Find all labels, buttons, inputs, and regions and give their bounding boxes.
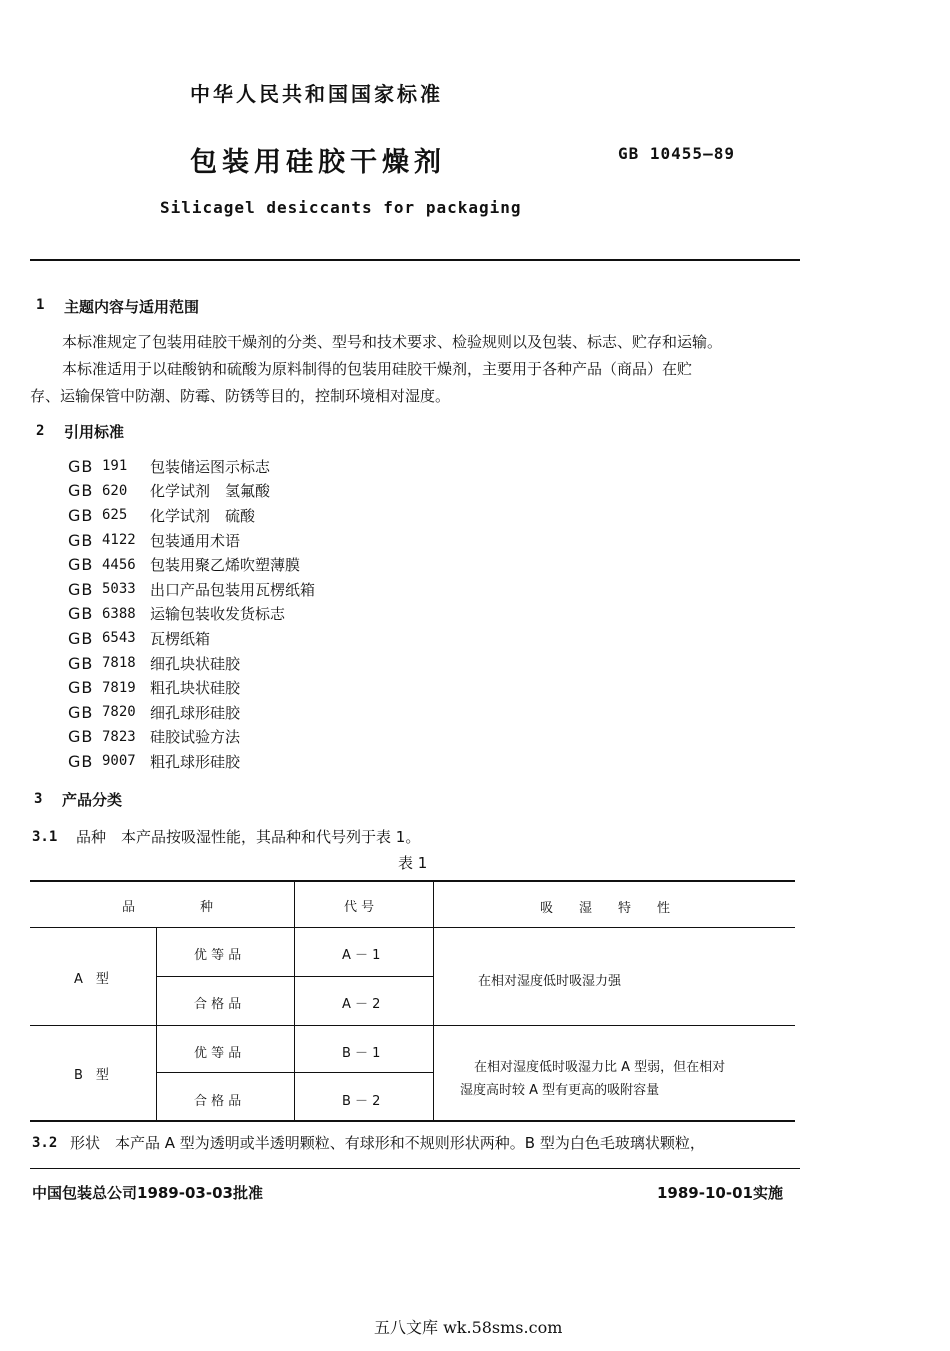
ref-prefix: GB [68,579,94,599]
ref-prefix: GB [68,653,94,673]
ref-name: 细孔块状硅胶 [150,654,241,673]
ref-prefix: GB [68,505,94,525]
subsection-3-1-text: 品种 本产品按吸湿性能，其品种和代号列于表 1。 [76,828,421,846]
reference-item [68,454,315,479]
ref-name: 粗孔块状硅胶 [150,679,241,698]
section-3-title: 产品分类 [62,791,123,809]
ref-prefix: GB [68,456,94,476]
approval-date: 中国包装总公司1989-03-03批准 [32,1184,263,1202]
reference-item [68,528,315,553]
table-bottom-rule [30,1120,795,1122]
ref-name: 瓦楞纸箱 [150,629,211,648]
ref-number: 7818 [102,655,136,672]
ref-prefix: GB [68,555,94,575]
grade-a-superior: 优 等 品 [194,948,242,963]
table-group-rule [30,1025,795,1026]
header-variety: 品 种 [122,900,214,915]
ref-name: 包装通用术语 [150,531,241,550]
ref-number: 5033 [102,581,136,598]
reference-item [68,749,315,774]
reference-item [68,552,315,577]
header-property: 吸 湿 特 性 [540,901,671,916]
table-caption: 表 1 [398,854,428,872]
subsection-3-1-number: 3.1 [32,829,58,845]
table-column-rule [156,927,157,1121]
property-b-line-1: 在相对湿度低时吸湿力比 A 型弱，但在相对 [474,1060,726,1075]
effective-date: 1989-10-01实施 [657,1184,783,1202]
ref-prefix: GB [68,702,94,722]
reference-item [68,626,315,651]
ref-number: 4122 [102,532,136,549]
document-title: 包装用硅胶干燥剂 [190,147,446,178]
standard-code: GB 10455—89 [618,144,735,163]
subsection-3-2-number: 3.2 [32,1135,58,1151]
grade-b-qualified: 合 格 品 [194,1094,242,1109]
reference-item [68,675,315,700]
ref-number: 6543 [102,630,136,647]
property-a: 在相对湿度低时吸湿力强 [478,974,622,989]
code-a1: A － 1 [342,948,381,963]
ref-name: 粗孔球形硅胶 [150,752,241,771]
code-b2: B － 2 [342,1094,381,1109]
ref-prefix: GB [68,604,94,624]
property-b-line-2: 湿度高时较 A 型有更高的吸附容量 [460,1083,660,1098]
ref-prefix: GB [68,751,94,771]
ref-number: 7820 [102,704,136,721]
ref-name: 包装用聚乙烯吹塑薄膜 [150,556,301,575]
ref-prefix: GB [68,481,94,501]
table-column-rule [433,880,434,1121]
variety-table [30,880,795,1121]
site-watermark: 五八文库 wk.58sms.com [374,1318,563,1337]
ref-number: 7823 [102,728,136,745]
reference-item [68,651,315,676]
ref-prefix: GB [68,727,94,747]
ref-number: 625 [102,507,128,524]
ref-prefix: GB [68,628,94,648]
ref-number: 7819 [102,679,136,696]
table-top-rule [30,880,795,882]
issuing-authority: 中华人民共和国国家标准 [190,82,443,106]
table-column-rule [294,880,295,1121]
grade-b-superior: 优 等 品 [194,1046,242,1061]
ref-prefix: GB [68,678,94,698]
ref-number: 9007 [102,753,136,770]
ref-name: 硅胶试验方法 [150,728,241,747]
reference-item [68,503,315,528]
section-1-paragraph-2: 本标准适用于以硅酸钠和硫酸为原料制得的包装用硅胶干燥剂，主要用于各种产品（商品）在贮 [62,360,693,378]
ref-name: 出口产品包装用瓦楞纸箱 [150,580,316,599]
footer-divider [30,1168,800,1169]
section-3-number: 3 [34,791,43,807]
section-2-number: 2 [36,423,45,439]
ref-number: 191 [102,458,128,475]
section-1-number: 1 [36,297,45,313]
code-b1: B － 1 [342,1046,381,1061]
reference-item [68,577,315,602]
reference-item [68,700,315,725]
table-header-rule [30,927,795,928]
reference-item [68,725,315,750]
ref-number: 6388 [102,605,136,622]
section-1-paragraph-1: 本标准规定了包装用硅胶干燥剂的分类、型号和技术要求、检验规则以及包装、标志、贮存和运输。 [62,333,723,351]
english-title: Silicagel desiccants for packaging [160,198,522,217]
ref-number: 4456 [102,556,136,573]
code-a2: A － 2 [342,997,381,1012]
type-b-label: B 型 [74,1068,109,1083]
reference-item [68,602,315,627]
section-1-title: 主题内容与适用范围 [64,298,200,316]
grade-a-qualified: 合 格 品 [194,997,242,1012]
section-2-title: 引用标准 [64,423,125,441]
reference-list [68,454,315,774]
ref-name: 运输包装收发货标志 [150,605,286,624]
ref-name: 细孔球形硅胶 [150,703,241,722]
type-a-label: A 型 [74,972,109,987]
section-1-paragraph-2-cont: 存、运输保管中防潮、防霉、防锈等目的，控制环境相对湿度。 [30,387,451,405]
header-code: 代 号 [344,900,375,915]
subsection-3-2-text: 形状 本产品 A 型为透明或半透明颗粒、有球形和不规则形状两种。B 型为白色毛玻璃状颗粒， [70,1134,705,1152]
header-divider [30,259,800,261]
ref-prefix: GB [68,530,94,550]
ref-name: 包装储运图示标志 [150,457,271,476]
ref-name: 化学试剂 氢氟酸 [150,482,271,501]
ref-name: 化学试剂 硫酸 [150,506,256,525]
reference-item [68,479,315,504]
ref-number: 620 [102,482,128,499]
